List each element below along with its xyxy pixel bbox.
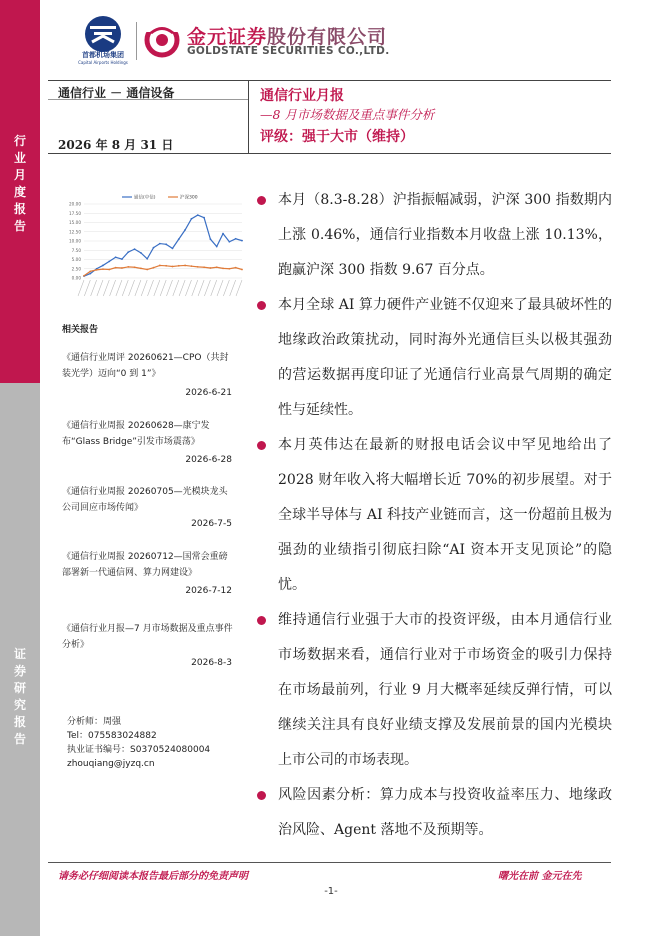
chart-x-tick-label	[91, 280, 97, 296]
key-point-text: 本月全球 AI 算力硬件产业链不仅迎来了最具破坏性的地缘政治政策扰动，同时海外光通信巨头以极其强劲的营运数据再度印证了光通信行业高景气周期的确定性与延续性。	[278, 297, 612, 418]
analyst-tel: Tel：07558302488​2	[67, 731, 157, 741]
chart-y-tick-label: 15.00	[69, 220, 81, 225]
chart-point	[153, 267, 155, 269]
chart-point	[178, 265, 180, 267]
chart-point	[108, 260, 110, 262]
bullet-icon	[257, 301, 266, 310]
analyst-email[interactable]: zhouqiang@jyzq.cn	[67, 759, 155, 769]
chart-y-tick-label: 0.00	[71, 275, 81, 281]
related-report-date: 2026-7-12	[185, 586, 232, 596]
key-point	[257, 778, 612, 848]
chart-point	[159, 265, 161, 267]
header-divider	[136, 22, 137, 60]
chart-point	[191, 218, 193, 220]
chart-point	[228, 241, 230, 243]
related-report-item[interactable]: 《通信行业周评 20260621—CPO（共封装光学）迈向“0 到 1”》	[62, 353, 229, 379]
chart-point	[153, 247, 155, 249]
sidebar-label-research: 证券研究报告	[13, 647, 26, 746]
chart-point	[184, 265, 186, 267]
key-point	[257, 288, 612, 428]
industry-label: 通信行业 － 通信设备	[58, 86, 175, 100]
sidebar-label-report-type: 行业月度报告	[13, 134, 26, 233]
chart-x-tick-label	[179, 280, 185, 296]
index-trend-chart	[62, 190, 248, 308]
chart-x-tick-label	[230, 280, 236, 296]
chart-point	[140, 252, 142, 254]
chart-x-tick-label	[141, 280, 147, 296]
chart-x-tick-label	[97, 280, 103, 296]
title-rule-bottom	[48, 153, 611, 154]
chart-point	[172, 266, 174, 268]
chart-x-tick-label	[160, 280, 166, 296]
chart-point	[197, 214, 199, 216]
chart-point	[184, 229, 186, 231]
chart-legend-label: 通信(中信)	[134, 195, 156, 201]
chart-y-tick-label: 12.50	[69, 229, 81, 235]
chart-point	[96, 269, 98, 271]
chart-x-tick-label	[192, 280, 198, 296]
chart-x-tick-label	[148, 280, 154, 296]
chart-x-tick-label	[110, 280, 116, 296]
report-date: 2026 年 8 月 31 日	[58, 138, 174, 152]
chart-y-tick-label: 20.00	[69, 201, 81, 207]
chart-y-tick-label: 5.00	[71, 257, 81, 262]
chart-y-tick-label: 7.50	[71, 247, 81, 253]
chart-point	[165, 243, 167, 245]
chart-x-tick-label	[129, 280, 135, 296]
chart-x-tick-label	[204, 280, 210, 296]
chart-x-tick-label	[217, 280, 223, 296]
chart-y-tick-label: 2.50	[71, 266, 81, 272]
chart-point	[222, 267, 224, 269]
chart-point	[134, 266, 136, 268]
chart-point	[178, 238, 180, 240]
chart-point	[127, 251, 129, 253]
chart-point	[216, 246, 218, 248]
capital-airports-name: 首都机场集团	[82, 51, 124, 59]
chart-point	[102, 265, 104, 267]
related-report-date: 2026-6-21	[185, 388, 232, 398]
related-report-item[interactable]: 《通信行业月报—7 月市场数据及重点事件分析》	[62, 624, 233, 650]
chart-x-tick-label	[236, 280, 242, 296]
chart-x-tick-label	[185, 280, 191, 296]
chart-x-tick-label	[116, 280, 122, 296]
chart-point	[146, 269, 148, 271]
chart-point	[108, 269, 110, 271]
chart-y-tick-label: 10.00	[69, 238, 81, 244]
chart-x-tick-label	[122, 280, 128, 296]
goldstate-logo	[143, 22, 181, 58]
brand-name-rest: 股份有限公司	[267, 26, 388, 48]
analyst-name: 分析师：周强	[67, 717, 122, 727]
page-number: -1-	[324, 886, 338, 897]
chart-point	[235, 238, 237, 240]
related-report-date: 2026-7-5	[191, 519, 232, 529]
chart-point	[115, 267, 117, 269]
disclaimer-link[interactable]: 请务必仔细阅读本报告最后部分的免责声明	[58, 871, 248, 882]
chart-x-tick-label	[84, 280, 90, 296]
title-rule-top	[48, 80, 611, 81]
related-report-date: 2026-6-28	[185, 455, 232, 465]
chart-point	[146, 258, 148, 260]
related-report-item[interactable]: 《通信行业周报 20260712—国常会重磅部署新一代通信网、算力网建设》	[62, 552, 228, 578]
related-report-item[interactable]: 《通信行业周报 20260705—光模块龙头公司回应市场传闻》	[62, 487, 228, 513]
chart-point	[172, 248, 174, 250]
chart-point	[210, 267, 212, 269]
analyst-license: 执业证书编号：S0370524080004	[67, 745, 211, 755]
report-title: 通信行业月报	[260, 88, 344, 104]
analyst-info	[67, 715, 210, 771]
chart-x-tick-label	[103, 280, 109, 296]
chart-point	[121, 258, 123, 260]
chart-x-tick-label	[173, 280, 179, 296]
chart-point	[191, 265, 193, 267]
capital-airports-subname: Capital Airports Holdings	[78, 60, 128, 65]
brand-name-en: GOLDSTATE SECURITIES CO.,LTD.	[187, 45, 390, 57]
chart-point	[140, 267, 142, 269]
bullet-icon	[257, 441, 266, 450]
bullet-icon	[257, 196, 266, 205]
chart-y-tick-label: 17.50	[69, 210, 81, 216]
bullet-icon	[257, 791, 266, 800]
chart-point	[241, 269, 243, 271]
chart-x-tick-label	[223, 280, 229, 296]
chart-x-tick-label	[78, 280, 84, 296]
chart-point	[203, 217, 205, 219]
key-point-text: 维持通信行业强于大市的投资评级，由本月通信行业市场数据来看，通信行业对于市场资金的吸引力保持在市场最前列，行业 9 月大概率延续反弹行情，可以继续关注具有良好业绩支撑及发展前景的国内光模块上市公司的市场表现。	[278, 612, 612, 768]
bullet-icon	[257, 616, 266, 625]
chart-x-tick-label	[135, 280, 141, 296]
chart-point	[89, 273, 91, 275]
chart-point	[210, 238, 212, 240]
key-point	[257, 428, 612, 603]
chart-point	[228, 268, 230, 270]
footer-rule	[48, 862, 611, 863]
title-divider	[248, 80, 249, 154]
brand-name-main: 金元证券	[187, 26, 268, 48]
chart-x-tick-label	[166, 280, 172, 296]
related-report-date: 2026-8-3	[191, 658, 232, 668]
chart-point	[197, 266, 199, 268]
chart-point	[159, 243, 161, 245]
report-subtitle: —8 月市场数据及重点事件分析	[260, 107, 435, 122]
chart-point	[134, 248, 136, 250]
chart-point	[89, 270, 91, 272]
key-point	[257, 603, 612, 778]
chart-point	[216, 266, 218, 268]
key-point-text: 风险因素分析：算力成本与投资收益率压力、地缘政治风险、Agent 落地不及预期等。	[278, 787, 612, 838]
key-points	[257, 183, 612, 848]
chart-point	[127, 266, 129, 268]
chart-point	[102, 268, 104, 270]
chart-point	[115, 256, 117, 258]
chart-point	[203, 266, 205, 268]
report-rating: 评级：强于大市（维持）	[260, 129, 414, 145]
chart-point	[222, 233, 224, 235]
chart-point	[83, 275, 85, 277]
chart-x-tick-label	[211, 280, 217, 296]
chart-point	[235, 267, 237, 269]
chart-point	[241, 240, 243, 242]
chart-x-tick-label	[154, 280, 160, 296]
key-point-text: 本月（8.3-8.28）沪指振幅减弱，沪深 300 指数期内上涨 0.46%，通信行业指数本月收盘上涨 10.13%，跑赢沪深 300 指数 9.67 百分点。	[278, 192, 612, 278]
chart-point	[165, 265, 167, 267]
chart-x-tick-label	[198, 280, 204, 296]
key-point-text: 本月英伟达在最新的财报电话会议中罕见地给出了 2028 财年收入将大幅增长近 70%的初步展望。对于全球半导体与 AI 科技产业链而言，这一份超前且极为强劲的业绩指引彻底扫除“AI 资本开支见顶论”的隐忧。	[278, 437, 612, 593]
chart-point	[121, 267, 123, 269]
chart-legend-label: 沪深300	[180, 195, 198, 201]
key-point	[257, 183, 612, 288]
related-reports-title: 相关报告	[62, 325, 99, 335]
related-report-item[interactable]: 《通信行业周报 20260628—康宁发布“Glass Bridge”引发市场震荡》	[62, 421, 210, 447]
chart-series-line	[84, 265, 242, 275]
footer-slogan: 曙光在前 金元在先	[498, 871, 582, 882]
